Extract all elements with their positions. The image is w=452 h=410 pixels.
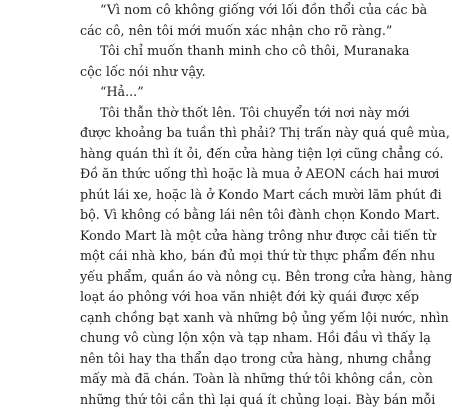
page-body-text (80, 0, 396, 410)
text-line-20: những thứ tôi cần thì lại quá ít chủng loại. Bày bán mỗi (80, 390, 396, 410)
text-line-18: nên tôi hay tha thẩn dạo trong cửa hàng, nhưng chẳng (80, 349, 396, 370)
text-line-14: yếu phẩm, quần áo và nông cụ. Bên trong cửa hàng, hàng (80, 267, 396, 288)
text-line-19: mấy mà đã chán. Toàn là những thứ tôi không cần, còn (80, 369, 396, 390)
text-line-17: chung vô cùng lộn xộn và tạp nham. Hồi đầu vì thấy lạ (80, 328, 396, 349)
text-line-11: bộ. Vì không có bằng lái nên tôi đành chọn Kondo Mart. (80, 205, 396, 226)
text-line-5: “Hả...” (80, 82, 396, 103)
text-line-3: Tôi chỉ muốn thanh minh cho cô thôi, Muranaka (80, 41, 396, 62)
text-line-8: hàng quán thì ít ỏi, đến cửa hàng tiện lợi cũng chẳng có. (80, 144, 396, 165)
text-line-2: các cô, nên tôi mới muốn xác nhận cho rõ ràng.” (80, 21, 396, 42)
text-line-7: được khoảng ba tuần thì phải? Thị trấn này quá quê mùa, (80, 123, 396, 144)
text-line-10: phút lái xe, hoặc là ở Kondo Mart cách mười lăm phút đi (80, 185, 396, 206)
text-line-1: “Vì nom cô không giống với lối đồn thổi của các bà (80, 0, 396, 21)
text-line-9: Đồ ăn thức uống thì hoặc là mua ở AEON cách hai mươi (80, 164, 396, 185)
text-line-15: loạt áo phông với hoa văn nhiệt đới kỳ quái được xếp (80, 287, 396, 308)
text-line-4: cộc lốc nói như vậy. (80, 62, 396, 83)
text-line-16: cạnh chồng bạt xanh và những bộ ủng yếm lội nước, nhìn (80, 308, 396, 329)
text-line-6: Tôi thẫn thờ thốt lên. Tôi chuyển tới nơi này mới (80, 103, 396, 124)
text-line-13: một cái nhà kho, bán đủ mọi thứ từ thực phẩm đến nhu (80, 246, 396, 267)
text-line-12: Kondo Mart là một cửa hàng trông như được cải tiến từ (80, 226, 396, 247)
